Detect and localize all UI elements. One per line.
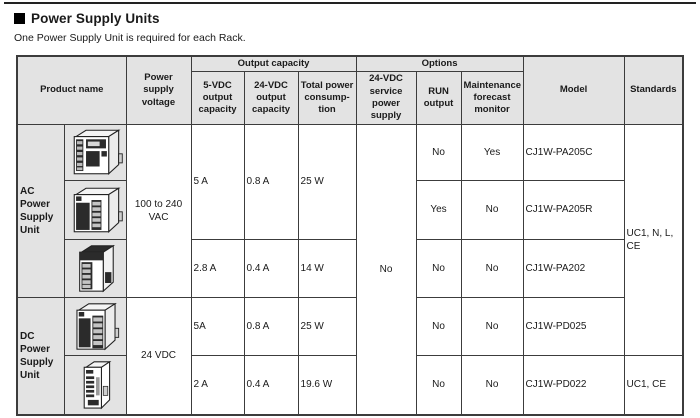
product-image-cj1w-pa205r [64,180,126,239]
header-group-output-capacity: Output capacity [191,56,356,72]
cell-service-all: No [356,124,416,415]
cell-model-pd022: CJ1W-PD022 [523,355,624,415]
section-marker-icon [14,13,25,24]
cell-model-pa205c: CJ1W-PA205C [523,124,624,180]
header-power-supply-voltage: Power supply voltage [126,56,191,124]
cell-total-pa202: 14 W [298,239,356,297]
product-image-cj1w-pa205c [64,124,126,180]
cell-24vdc-ac-shared: 0.8 A [244,124,298,239]
section-subtitle: One Power Supply Unit is required for each Rack. [14,32,246,44]
cell-run-pa205r: Yes [416,180,461,239]
cell-standards-pd022: UC1, CE [624,355,683,415]
cell-5vdc-pa202: 2.8 A [191,239,244,297]
table-row-pd025 [17,297,683,355]
section-divider-rule [4,2,696,4]
cell-5vdc-pd022: 2 A [191,355,244,415]
cell-model-pa202: CJ1W-PA202 [523,239,624,297]
cell-voltage-dc: 24 VDC [126,297,191,415]
power-supply-units-table [16,55,684,416]
table-row-pa202 [17,239,683,297]
group-label-ac-power-supply-unit: AC Power Supply Unit [17,124,64,297]
table-row-pd022 [17,355,683,415]
cell-standards-main: UC1, N, L, CE [624,124,683,355]
product-image-cj1w-pd022 [64,355,126,415]
cell-maintenance-pd022: No [461,355,523,415]
cell-maintenance-pd025: No [461,297,523,355]
section-title-row [14,11,160,26]
cell-run-pd025: No [416,297,461,355]
section-title: Power Supply Units [31,11,160,26]
cj1w-pa205r-unit-icon [67,183,125,237]
header-product-name: Product name [17,56,126,124]
cell-maintenance-pa205r: No [461,180,523,239]
cell-24vdc-pd022: 0.4 A [244,355,298,415]
header-5vdc-output-capacity: 5-VDC output capacity [191,72,244,124]
cell-run-pd022: No [416,355,461,415]
cell-model-pd025: CJ1W-PD025 [523,297,624,355]
cell-maintenance-pa202: No [461,239,523,297]
cell-voltage-ac: 100 to 240 VAC [126,124,191,297]
cj1w-pd025-unit-icon [67,300,125,353]
cell-24vdc-pd025: 0.8 A [244,297,298,355]
group-label-dc-power-supply-unit: DC Power Supply Unit [17,297,64,415]
product-image-cj1w-pd025 [64,297,126,355]
cj1w-pa202-unit-icon [67,242,125,295]
cell-total-pd022: 19.6 W [298,355,356,415]
header-24vdc-output-capacity: 24-VDC output capacity [244,72,298,124]
cell-maintenance-pa205c: Yes [461,124,523,180]
cj1w-pa205c-unit-icon [67,126,125,178]
product-image-cj1w-pa202 [64,239,126,297]
header-model: Model [523,56,624,124]
cell-total-pd025: 25 W [298,297,356,355]
cell-5vdc-pd025: 5A [191,297,244,355]
table-row-pa205c [17,124,683,180]
cell-run-pa205c: No [416,124,461,180]
cell-model-pa205r: CJ1W-PA205R [523,180,624,239]
cell-total-ac-shared: 25 W [298,124,356,239]
cell-run-pa202: No [416,239,461,297]
header-24vdc-service-power-supply: 24-VDC service power supply [356,72,416,124]
cj1w-pd022-unit-icon [67,357,125,412]
cell-24vdc-pa202: 0.4 A [244,239,298,297]
header-group-options: Options [356,56,523,72]
header-run-output: RUN output [416,72,461,124]
cell-5vdc-ac-shared: 5 A [191,124,244,239]
header-total-power-consumption: Total power consump-tion [298,72,356,124]
header-standards: Standards [624,56,683,124]
header-maintenance-forecast-monitor: Maintenance forecast monitor [461,72,523,124]
